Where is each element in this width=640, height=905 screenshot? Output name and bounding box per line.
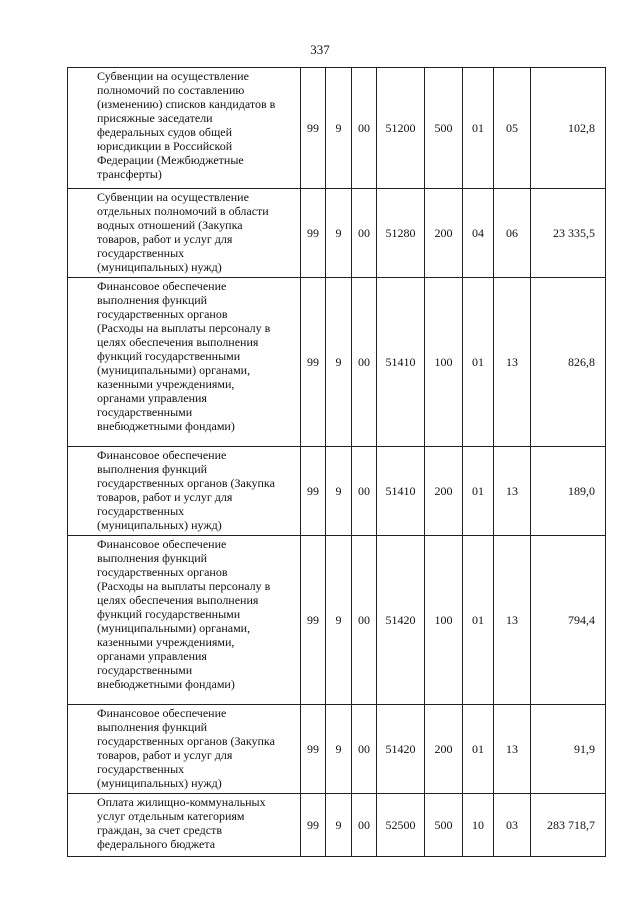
program-code-cell: 99: [301, 278, 326, 447]
expense-type-cell: 200: [425, 447, 463, 536]
expense-name-line: полномочий по составлению: [97, 83, 245, 97]
expense-code-cell: 51420: [377, 536, 425, 705]
expense-name-line: государственными: [97, 405, 193, 419]
expense-name-line: выполнения функций: [97, 293, 208, 307]
amount-cell: 189,0: [531, 447, 606, 536]
expense-name-line: (муниципальных) нужд): [97, 776, 222, 790]
subsection-code-cell: 13: [494, 278, 531, 447]
expense-name-line: государственными: [97, 663, 193, 677]
table-row: [68, 705, 606, 794]
table-row: [68, 794, 606, 857]
expense-name-line: функций государственными: [97, 607, 241, 621]
direction-code-cell: 00: [352, 189, 377, 278]
expense-name-line: федерального бюджета: [97, 837, 216, 851]
amount-cell: 794,4: [531, 536, 606, 705]
expense-name-line: государственных органов (Закупка: [97, 476, 275, 490]
expense-name-cell: [68, 278, 301, 447]
subprogram-code-cell: 9: [326, 278, 352, 447]
expense-name-line: выполнения функций: [97, 720, 208, 734]
direction-code-cell: 00: [352, 68, 377, 189]
expense-name-line: органами управления: [97, 649, 207, 663]
program-code-cell: 99: [301, 189, 326, 278]
subprogram-code-cell: 9: [326, 68, 352, 189]
program-code-cell: 99: [301, 68, 326, 189]
section-code-cell: 01: [463, 536, 494, 705]
section-code-cell: 01: [463, 705, 494, 794]
expense-name-line: (муниципальных) нужд): [97, 260, 222, 274]
expense-name-line: выполнения функций: [97, 551, 208, 565]
expense-name-line: Финансовое обеспечение: [97, 448, 227, 462]
expense-name-line: федеральных судов общей: [97, 125, 233, 139]
table-body: [68, 68, 606, 857]
amount-cell: 283 718,7: [531, 794, 606, 857]
subprogram-code-cell: 9: [326, 794, 352, 857]
expense-type-cell: 500: [425, 68, 463, 189]
expense-type-cell: 100: [425, 536, 463, 705]
expense-name-line: государственных органов: [97, 565, 228, 579]
direction-code-cell: 00: [352, 278, 377, 447]
expense-name-line: присяжные заседатели: [97, 111, 213, 125]
direction-code-cell: 00: [352, 447, 377, 536]
program-code-cell: 99: [301, 705, 326, 794]
expense-name-line: Финансовое обеспечение: [97, 706, 227, 720]
expense-name-line: внебюджетными фондами): [97, 677, 235, 691]
expense-type-cell: 100: [425, 278, 463, 447]
subsection-code-cell: 05: [494, 68, 531, 189]
table-row: [68, 278, 606, 447]
expense-code-cell: 51200: [377, 68, 425, 189]
budget-table: [67, 67, 606, 857]
direction-code-cell: 00: [352, 705, 377, 794]
expense-name-line: отдельных полномочий в области: [97, 204, 269, 218]
amount-cell: 23 335,5: [531, 189, 606, 278]
direction-code-cell: 00: [352, 536, 377, 705]
table-row: [68, 536, 606, 705]
expense-name-line: (муниципальными) органами,: [97, 621, 251, 635]
expense-name-line: государственных органов: [97, 307, 228, 321]
table-row: [68, 189, 606, 278]
program-code-cell: 99: [301, 447, 326, 536]
subsection-code-cell: 13: [494, 447, 531, 536]
section-code-cell: 01: [463, 68, 494, 189]
subsection-code-cell: 03: [494, 794, 531, 857]
expense-name-line: внебюджетными фондами): [97, 419, 235, 433]
expense-name-line: трансферты): [97, 167, 162, 181]
expense-name-line: Федерации (Межбюджетные: [97, 153, 244, 167]
expense-name-line: казенными учреждениями,: [97, 635, 235, 649]
expense-name-cell: [68, 68, 301, 189]
expense-name-line: государственных: [97, 246, 185, 260]
page-number: 337: [310, 42, 330, 57]
expense-name-line: государственных: [97, 762, 185, 776]
table-row: [68, 68, 606, 189]
subsection-code-cell: 13: [494, 536, 531, 705]
expense-name-line: граждан, за счет средств: [97, 823, 222, 837]
expense-code-cell: 51410: [377, 278, 425, 447]
expense-code-cell: 52500: [377, 794, 425, 857]
expense-type-cell: 500: [425, 794, 463, 857]
expense-name-line: органами управления: [97, 391, 207, 405]
subprogram-code-cell: 9: [326, 705, 352, 794]
section-code-cell: 01: [463, 278, 494, 447]
amount-cell: 102,8: [531, 68, 606, 189]
subsection-code-cell: 13: [494, 705, 531, 794]
expense-name-line: казенными учреждениями,: [97, 377, 235, 391]
section-code-cell: 10: [463, 794, 494, 857]
expense-name-line: Субвенции на осуществление: [97, 190, 249, 204]
expense-name-line: (Расходы на выплаты персоналу в: [97, 321, 271, 335]
expense-name-line: Оплата жилищно-коммунальных: [97, 795, 266, 809]
expense-name-cell: [68, 189, 301, 278]
expense-name-line: товаров, работ и услуг для: [97, 748, 233, 762]
expense-name-cell: [68, 536, 301, 705]
expense-name-line: Финансовое обеспечение: [97, 279, 227, 293]
amount-cell: 826,8: [531, 278, 606, 447]
expense-name-line: Субвенции на осуществление: [97, 69, 249, 83]
expense-code-cell: 51420: [377, 705, 425, 794]
subsection-code-cell: 06: [494, 189, 531, 278]
expense-name-line: (Расходы на выплаты персоналу в: [97, 579, 271, 593]
expense-type-cell: 200: [425, 189, 463, 278]
amount-cell: 91,9: [531, 705, 606, 794]
expense-type-cell: 200: [425, 705, 463, 794]
expense-name-line: государственных: [97, 504, 185, 518]
expense-name-line: государственных органов (Закупка: [97, 734, 275, 748]
expense-name-line: Финансовое обеспечение: [97, 537, 227, 551]
expense-name-cell: [68, 705, 301, 794]
expense-name-line: товаров, работ и услуг для: [97, 232, 233, 246]
expense-name-cell: [68, 447, 301, 536]
expense-name-line: товаров, работ и услуг для: [97, 490, 233, 504]
expense-name-line: водных отношений (Закупка: [97, 218, 243, 232]
expense-name-line: услуг отдельным категориям: [97, 809, 245, 823]
expense-name-line: (муниципальными) органами,: [97, 363, 251, 377]
direction-code-cell: 00: [352, 794, 377, 857]
expense-name-cell: [68, 794, 301, 857]
section-code-cell: 01: [463, 447, 494, 536]
table-row: [68, 447, 606, 536]
expense-name-line: целях обеспечения выполнения: [97, 593, 259, 607]
expense-name-line: юрисдикции в Российской: [97, 139, 233, 153]
expense-name-line: (изменению) списков кандидатов в: [97, 97, 276, 111]
subprogram-code-cell: 9: [326, 536, 352, 705]
subprogram-code-cell: 9: [326, 447, 352, 536]
section-code-cell: 04: [463, 189, 494, 278]
expense-code-cell: 51410: [377, 447, 425, 536]
expense-name-line: функций государственными: [97, 349, 241, 363]
expense-name-line: (муниципальных) нужд): [97, 518, 222, 532]
expense-name-line: целях обеспечения выполнения: [97, 335, 259, 349]
expense-code-cell: 51280: [377, 189, 425, 278]
program-code-cell: 99: [301, 536, 326, 705]
program-code-cell: 99: [301, 794, 326, 857]
expense-name-line: выполнения функций: [97, 462, 208, 476]
subprogram-code-cell: 9: [326, 189, 352, 278]
